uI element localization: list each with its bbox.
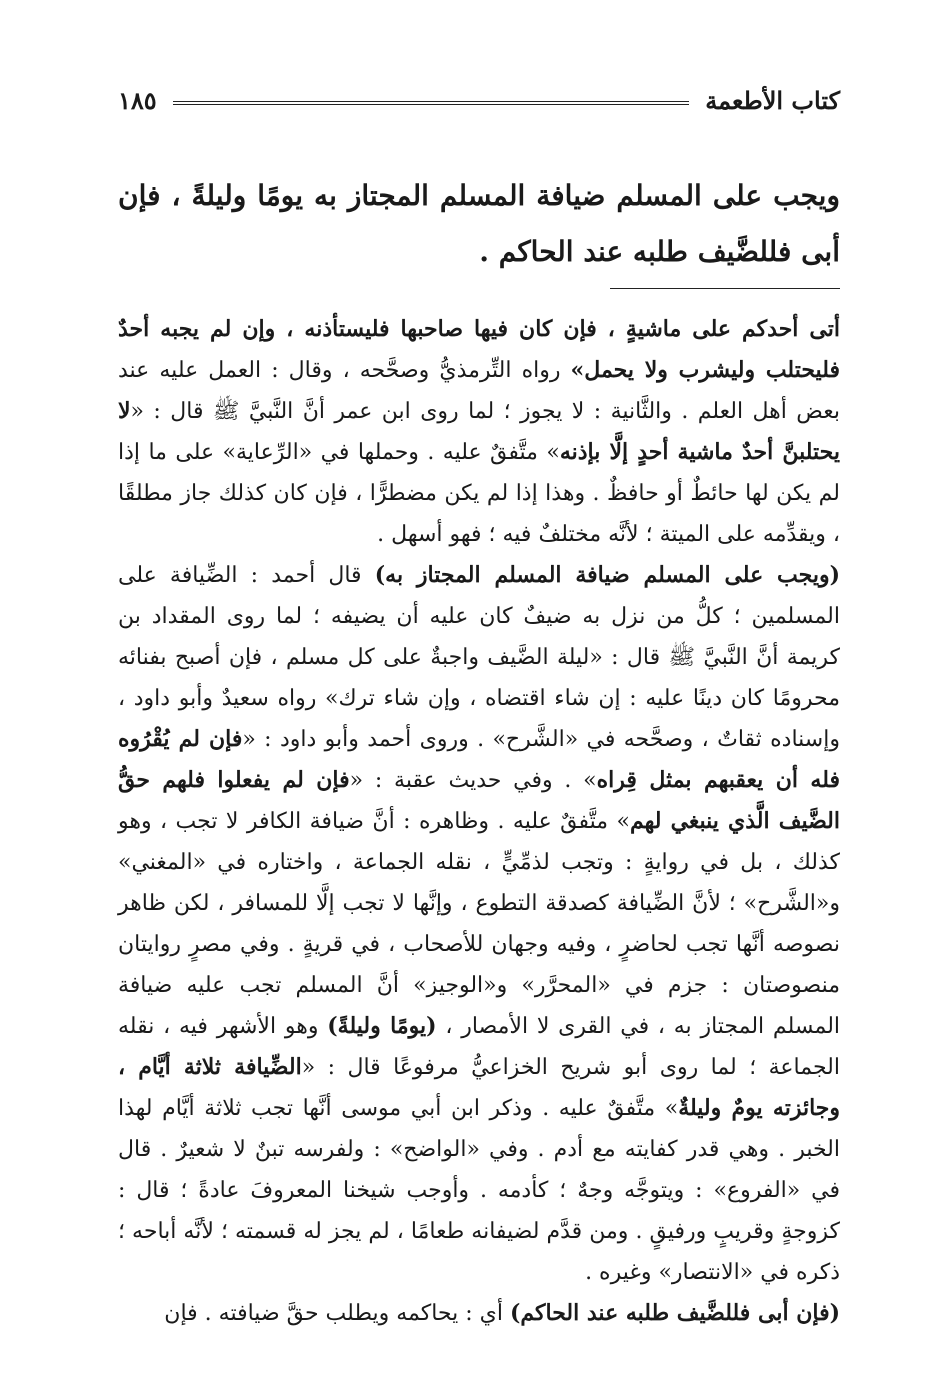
text-segment: وهو الأشهر فيه ، نقله الجماعة ؛ لما روى أبو شريح الخزاعيُّ مرفوعًا قال : « <box>118 1014 840 1080</box>
text-segment: رواه التِّرمذيُّ وصحَّحه ، وقال : العمل عليه عند بعض أهل العلم . والثَّانية : لا يجوز ؛ لما روى ابن عمر أنَّ النَّبيَّ ﷺ قال : « <box>118 358 840 424</box>
text-segment: » . وفي حديث عقبة : « <box>349 768 597 793</box>
text-segment: الضِّيافة ثلاثة أيَّام ، وجائزته يومٌ وليلةٌ <box>118 1054 841 1121</box>
text-segment: (ويجب على المسلم ضيافة المسلم المجتاز به) <box>374 562 841 588</box>
page-number: ١٨٥ <box>118 85 157 115</box>
text-segment: (فإن أبى فللضَّيف طلبه عند الحاكم) <box>509 1300 840 1326</box>
page-header <box>118 78 840 122</box>
text-segment: (يومًا وليلةً) <box>327 1013 437 1039</box>
book-page <box>118 78 840 1334</box>
text-segment: فإن لم يُقْرُوه فله أن يعقبهم بمثل قِراه <box>118 726 840 793</box>
text-segment: فإن لم يفعلوا فلهم حقُّ الضَّيف الَّذي ينبغي لهم <box>118 767 840 834</box>
text-segment: » متَّفقٌ عليه . وحملها في «الرِّعاية» على ما إذا لم يكن لها حائطٌ أو حافظٌ . وهذا إذا لم يكن مضطرًّا ، فإن كان كذلك جاز مطلقًا ، ويقدِّمه على الميتة ؛ لأنَّه مختلفٌ فيه ؛ فهو أسهل . <box>118 440 840 547</box>
text-segment: » متَّفقٌ عليه . وذكر ابن أبي موسى أنَّها تجب ثلاثة أيَّام لهذا الخبر . وهي قدر كفايته مع أدم . وفي «الواضح» : ولفرسه تبنٌ لا شعيرٌ . قال في «الفروع» : ويتوجَّه وجهٌ ؛ كأدمه . وأوجب شيخنا المعروفَ عادةً ؛ قال : كزوجةٍ وقريبٍ ورفيقٍ . ومن قدَّم لضيفانه طعامًا ، لم يجز له قسمته ؛ لأنَّه أباحه ؛ ذكره في «الانتصار» وغيره . <box>118 1096 840 1285</box>
text-segment: لا يحتلبنَّ أحدٌ ماشية أحدٍ إلَّا بإذنه <box>118 398 840 465</box>
text-segment: قال أحمد : الضِّيافة على المسلمين ؛ كلُّ من نزل به ضيفٌ كان عليه أن يضيفه ؛ لما روى المقداد بن كريمة أنَّ النَّبيَّ ﷺ قال : «ليلة الضَّيف واجبةٌ على كل مسلم ، فإن أصبح بفنائه محرومًا كان دينًا عليه : إن شاء اقتضاه ، وإن شاء ترك» رواه سعيدٌ وأبو داود ، وإسناده ثقاتٌ ، وصحَّحه في «الشَّرح» . وروى أحمد وأبو داود : « <box>118 563 840 752</box>
text-segment: » متَّفقٌ عليه . وظاهره : أنَّ ضيافة الكافر لا تجب ، وهو كذلك ، بل في روايةٍ : وتجب لذمِّيٍّ ، نقله الجماعة ، واختاره في «المغني» و«الشَّرح» ؛ لأنَّ الضِّيافة كصدقة التطوع ، وإنَّها لا تجب إلَّا للمسافر ، لكن ظاهر نصوصه أنَّها تجب لحاضرٍ ، وفيه وجهان للأصحاب ، في قريةٍ . وفي مصرٍ روايتان منصوصتان : جزم في «المحرَّر» و«الوجيز» أنَّ المسلم تجب عليه ضيافة المسلم المجتاز به ، في القرى لا الأمصار ، <box>118 809 841 1039</box>
header-rule <box>173 101 690 105</box>
text-segment: أي : يحاكمه ويطلب حقَّ ضيافته . فإن <box>164 1301 510 1326</box>
main-text-separator <box>610 288 840 289</box>
commentary <box>118 309 840 1334</box>
main-text <box>118 168 840 280</box>
commentary-paragraph-3 <box>118 1293 840 1334</box>
text-segment: أتى أحدكم على ماشيةٍ ، فإن كان فيها صاحبها فليستأذنه ، وإن لم يجبه أحدٌ فليحتلب وليشرب ولا يحمل» <box>118 316 840 383</box>
commentary-paragraph-2 <box>118 555 840 1293</box>
main-text-body: ويجب على المسلم ضيافة المسلم المجتاز به يومًا وليلةً ، فإن أبى فللضَّيف طلبه عند الحاكم . <box>118 179 840 268</box>
chapter-title: كتاب الأطعمة <box>705 85 840 115</box>
commentary-paragraph-1 <box>118 309 840 555</box>
